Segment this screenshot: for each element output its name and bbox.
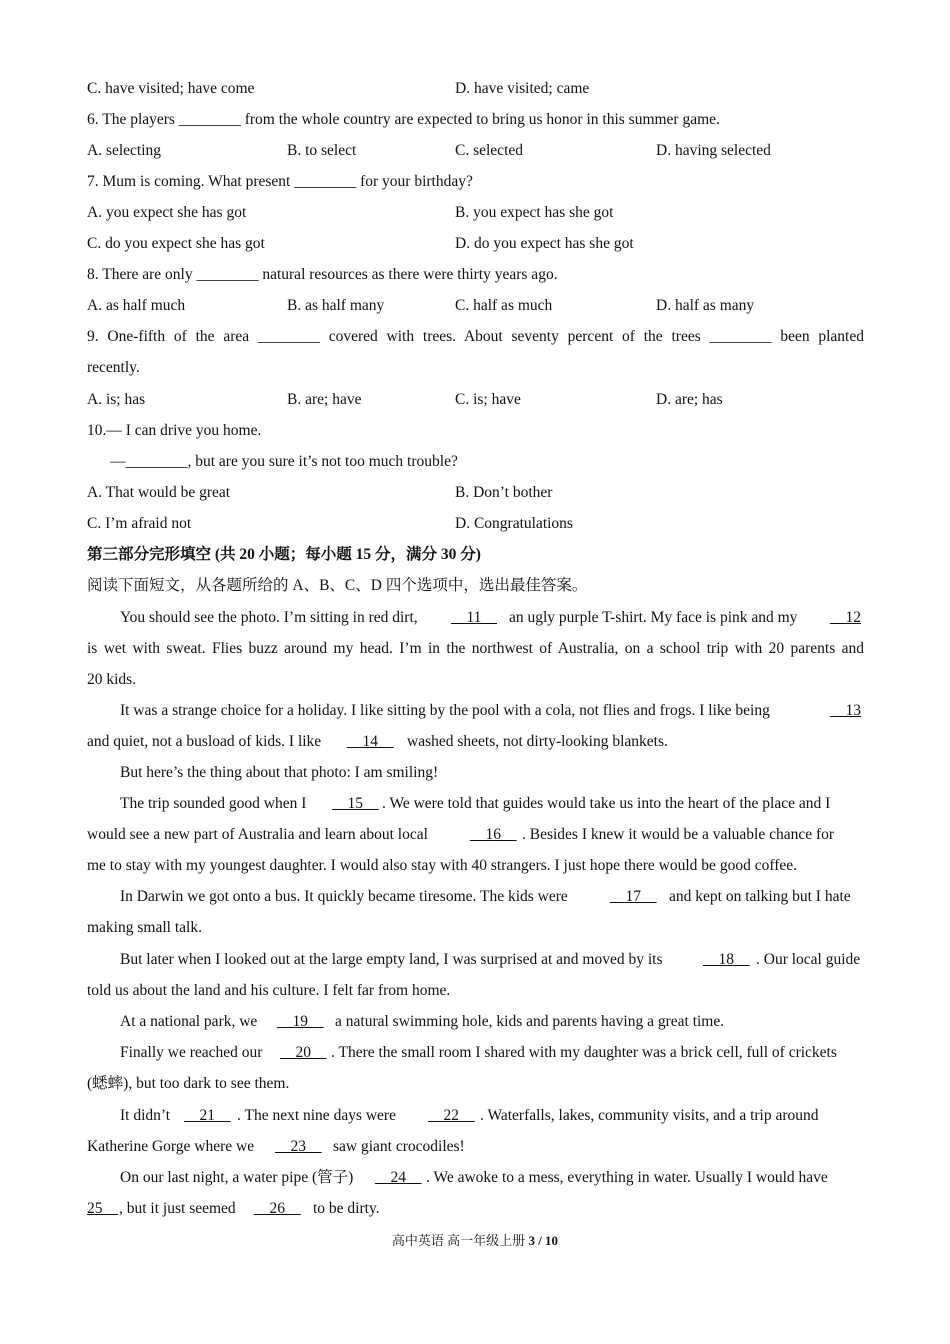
passage-text: washed sheets, not dirty-looking blankets. xyxy=(407,733,668,750)
passage-text: In Darwin we got onto a bus. It quickly became tiresome. The kids were xyxy=(120,888,568,905)
passage-text: Katherine Gorge where we xyxy=(87,1138,255,1155)
passage-text: (蟋蟀), but too dark to see them. xyxy=(87,1075,290,1092)
q10-line2: —________, but are you sure it’s not too much trouble? xyxy=(110,453,458,470)
q6-option-a: A. selecting xyxy=(87,142,162,159)
passage-text: But later when I looked out at the large empty land, I was surprised at and moved by its xyxy=(120,951,663,968)
section-instruction: 阅读下面短文，从各题所给的 A、B、C、D 四个选项中，选出最佳答案。 xyxy=(87,577,588,594)
q9-option-c: C. is; have xyxy=(455,391,521,408)
blank-13: __13 xyxy=(830,702,861,719)
blank-19: __19__ xyxy=(277,1013,324,1030)
passage-text: is wet with sweat. Flies buzz around my head. I’m in the northwest of Australia, on a school trip with 20 parents and xyxy=(87,640,864,657)
passage-text: saw giant crocodiles! xyxy=(333,1138,465,1155)
q6-option-c: C. selected xyxy=(455,142,524,159)
passage-text: . The next nine days were xyxy=(237,1107,396,1124)
q10-option-d: D. Congratulations xyxy=(455,515,573,532)
passage-text: . We awoke to a mess, everything in water. Usually I would have xyxy=(426,1169,828,1186)
blank-20: __20__ xyxy=(280,1044,327,1061)
blank-14: __14__ xyxy=(347,733,394,750)
passage-text: The trip sounded good when I xyxy=(120,795,307,812)
q10-option-b: B. Don’t bother xyxy=(455,484,553,501)
q5-option-d: D. have visited; came xyxy=(455,80,590,97)
q9-option-a: A. is; has xyxy=(87,391,146,408)
q9-stem: 9. One-fifth of the area ________ covered with trees. About seventy percent of the trees ________ been planted xyxy=(87,328,864,345)
q10-option-a: A. That would be great xyxy=(87,484,231,501)
q9-option-d: D. are; has xyxy=(656,391,723,408)
q6-option-d: D. having selected xyxy=(656,142,771,159)
blank-22: __22__ xyxy=(428,1107,475,1124)
blank-25: 25__ xyxy=(87,1200,118,1217)
passage-text: an ugly purple T-shirt. My face is pink and my xyxy=(509,609,798,626)
q9-option-b: B. are; have xyxy=(287,391,362,408)
q7-option-d: D. do you expect has she got xyxy=(455,235,634,252)
passage-text: You should see the photo. I’m sitting in red dirt, xyxy=(120,609,418,626)
q7-option-b: B. you expect has she got xyxy=(455,204,614,221)
passage-text: to be dirty. xyxy=(313,1200,380,1217)
passage-text: On our last night, a water pipe (管子) xyxy=(120,1169,354,1186)
q8-option-d: D. half as many xyxy=(656,297,755,314)
q9-stem-cont: recently. xyxy=(87,359,140,376)
q5-option-c: C. have visited; have come xyxy=(87,80,255,97)
passage-text: It was a strange choice for a holiday. I like sitting by the pool with a cola, not flies and frogs. I like being xyxy=(120,702,770,719)
footer-title: 高中英语 高一年级上册 xyxy=(391,1233,526,1248)
passage-text: Finally we reached our xyxy=(120,1044,263,1061)
q10-option-c: C. I’m afraid not xyxy=(87,515,192,532)
blank-12: __12 xyxy=(830,609,861,626)
blank-11: __11__ xyxy=(451,609,497,626)
blank-17: __17__ xyxy=(610,888,657,905)
passage-text: . We were told that guides would take us into the heart of the place and I xyxy=(382,795,831,812)
passage-text: me to stay with my youngest daughter. I would also stay with 40 strangers. I just hope there would be good coffee. xyxy=(87,857,797,874)
passage-text: would see a new part of Australia and learn about local xyxy=(87,826,428,843)
passage-text: But here’s the thing about that photo: I am smiling! xyxy=(120,764,439,781)
blank-24: __24__ xyxy=(375,1169,422,1186)
q8-stem: 8. There are only ________ natural resources as there were thirty years ago. xyxy=(87,266,558,283)
page-footer xyxy=(0,1230,950,1249)
q6-option-b: B. to select xyxy=(287,142,357,159)
blank-26: __26__ xyxy=(254,1200,301,1217)
passage-text: making small talk. xyxy=(87,919,202,936)
blank-21: __21__ xyxy=(184,1107,231,1124)
passage-text: , but it just seemed xyxy=(119,1200,236,1217)
q7-option-c: C. do you expect she has got xyxy=(87,235,265,252)
passage-text: a natural swimming hole, kids and parents having a great time. xyxy=(335,1013,725,1030)
q8-option-b: B. as half many xyxy=(287,297,385,314)
blank-15: __15__ xyxy=(332,795,379,812)
page-number: 3 / 10 xyxy=(528,1233,559,1248)
section-title: 第三部分完形填空 (共 20 小题；每小题 15 分，满分 30 分) xyxy=(87,546,481,563)
passage-text: . Waterfalls, lakes, community visits, and a trip around xyxy=(480,1107,819,1124)
passage-text: and quiet, not a busload of kids. I like xyxy=(87,733,322,750)
blank-18: __18__ xyxy=(703,951,750,968)
passage-text: . There the small room I shared with my daughter was a brick cell, full of crickets xyxy=(331,1044,837,1061)
passage-text: told us about the land and his culture. I felt far from home. xyxy=(87,982,451,999)
passage-text: . Besides I knew it would be a valuable chance for xyxy=(522,826,835,843)
q7-stem: 7. Mum is coming. What present ________ for your birthday? xyxy=(87,173,473,190)
passage-text: and kept on talking but I hate xyxy=(669,888,851,905)
blank-23: __23__ xyxy=(275,1138,322,1155)
q10-line1: 10.— I can drive you home. xyxy=(87,422,262,439)
passage-text: It didn’t xyxy=(120,1107,171,1124)
blank-16: __16__ xyxy=(470,826,517,843)
passage-text: . Our local guide xyxy=(756,951,861,968)
passage-text: At a national park, we xyxy=(120,1013,258,1030)
q8-option-a: A. as half much xyxy=(87,297,186,314)
passage-text: 20 kids. xyxy=(87,671,137,688)
q7-option-a: A. you expect she has got xyxy=(87,204,247,221)
q6-stem: 6. The players ________ from the whole country are expected to bring us honor in this summer game. xyxy=(87,111,720,128)
q8-option-c: C. half as much xyxy=(455,297,553,314)
